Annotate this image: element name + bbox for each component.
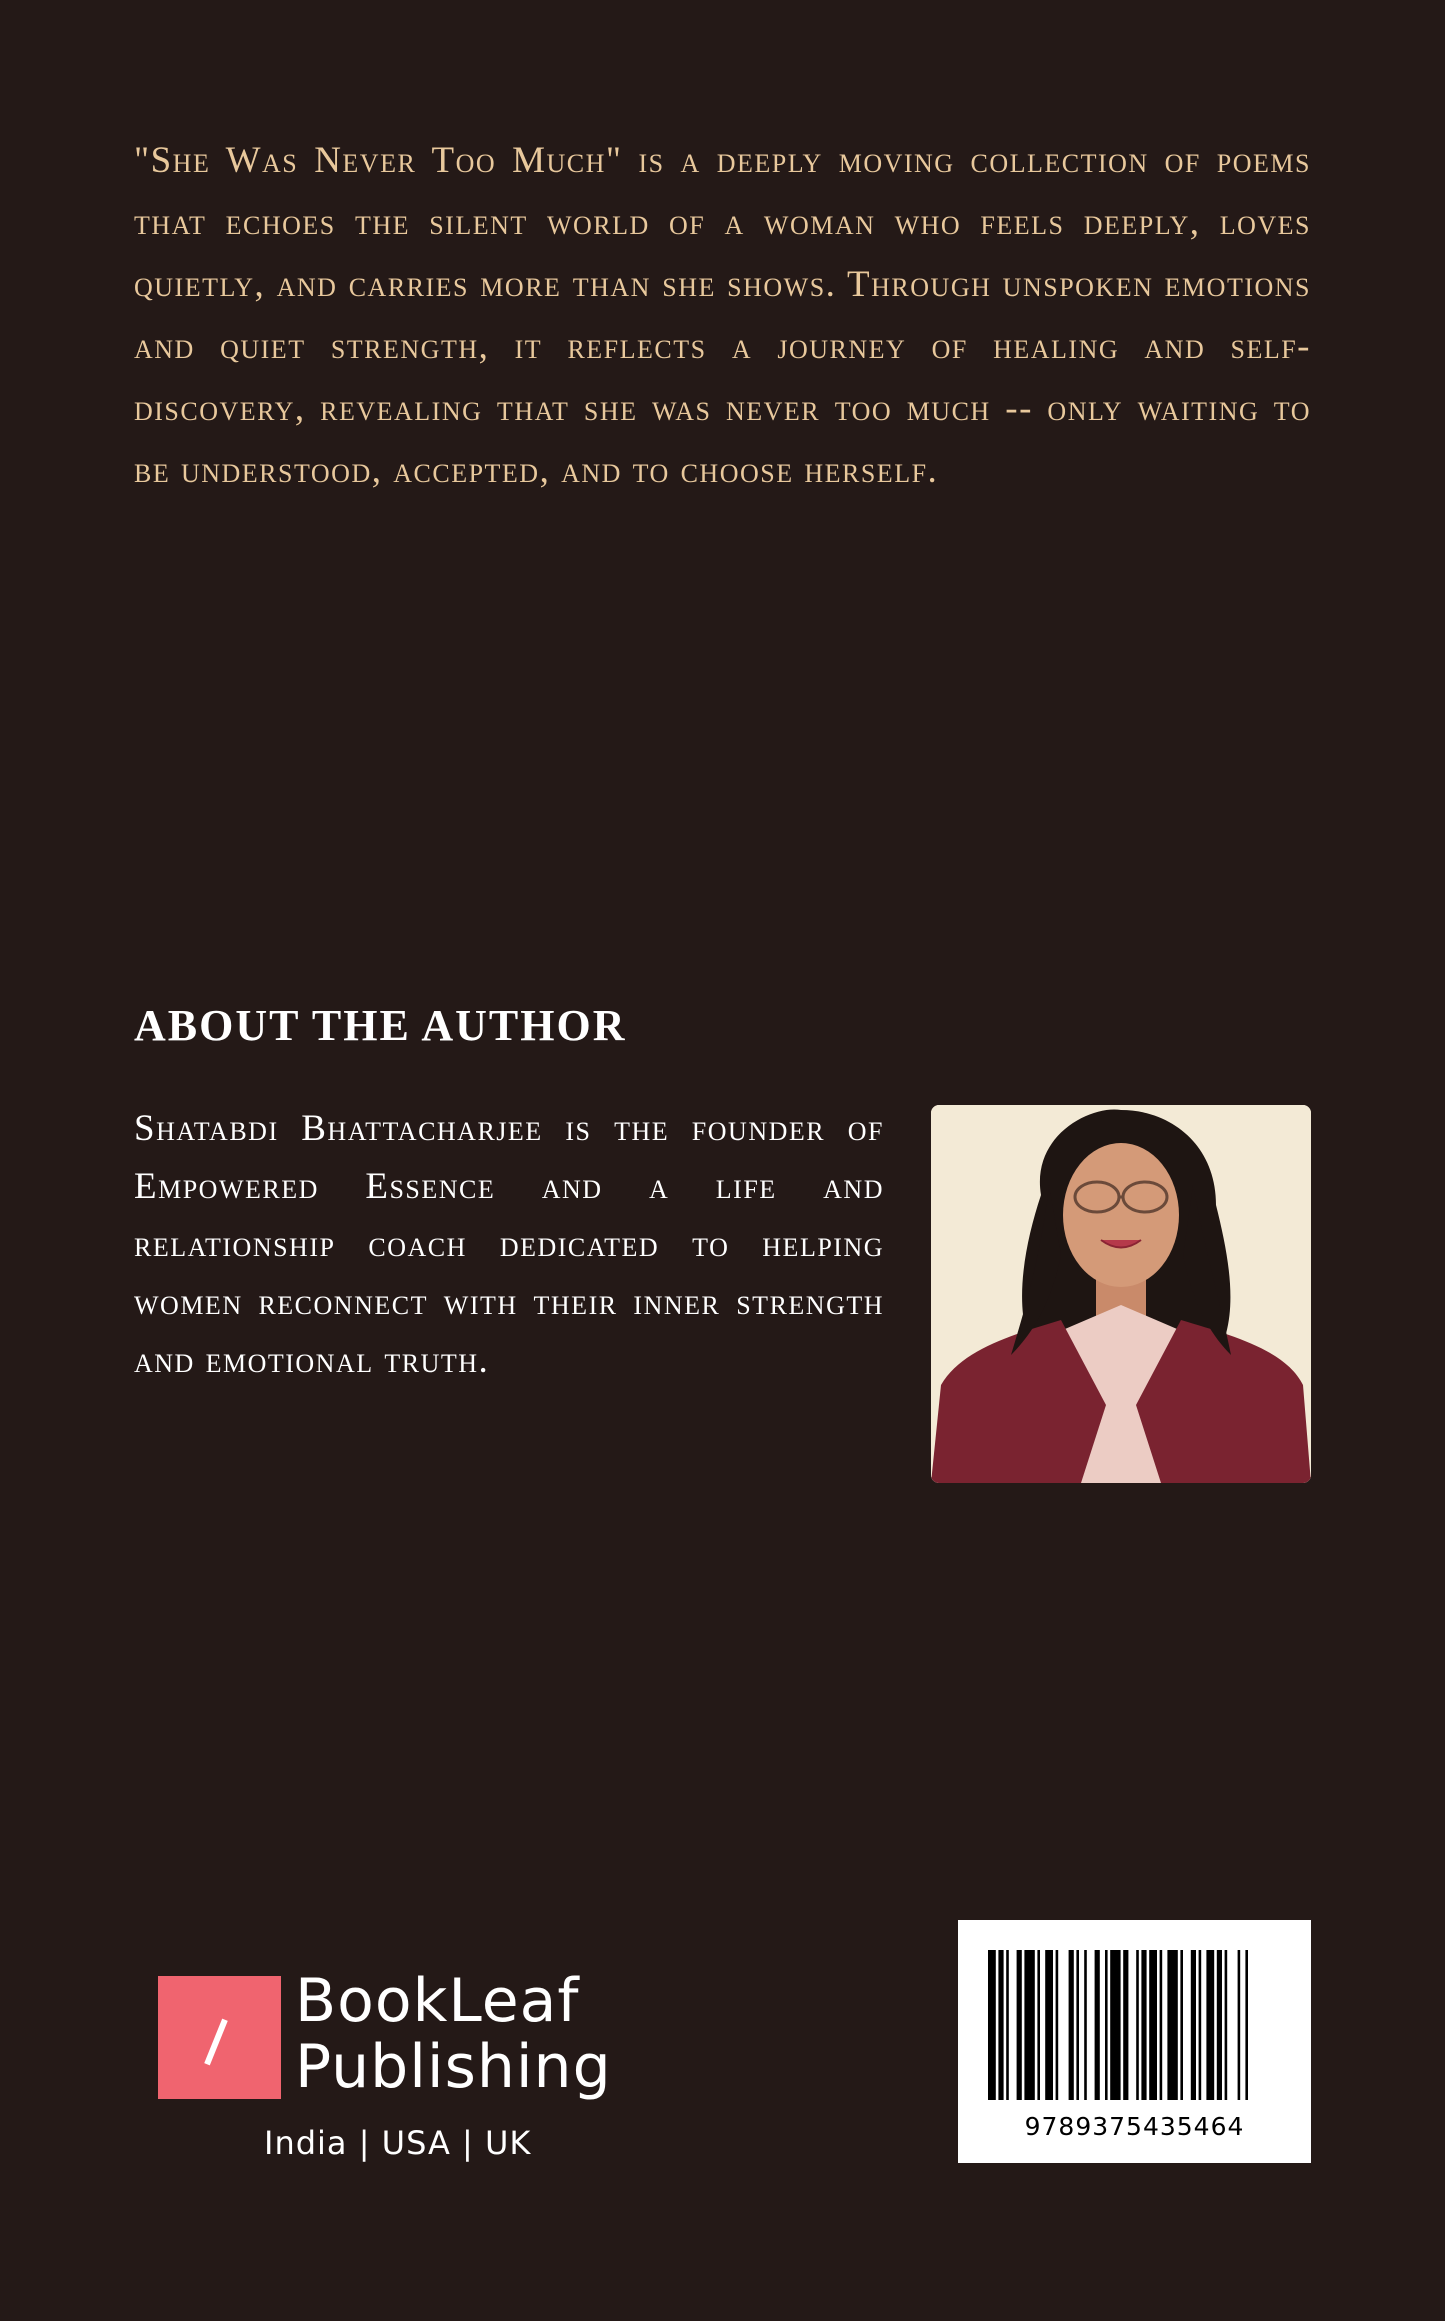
slash-icon xyxy=(204,2019,228,2066)
barcode-bar xyxy=(1095,1950,1100,2100)
publisher-name-line2: Publishing xyxy=(295,2032,612,2102)
author-photo xyxy=(931,1105,1311,1483)
publisher-logo-square xyxy=(158,1976,281,2099)
barcode-bar xyxy=(1199,1950,1202,2100)
barcode-bar xyxy=(1037,1950,1040,2100)
barcode-bar xyxy=(1056,1950,1059,2100)
publisher-regions: India | USA | UK xyxy=(264,2124,532,2162)
barcode-bar xyxy=(1123,1950,1128,2100)
barcode-bar xyxy=(998,1950,1003,2100)
barcode-bar xyxy=(1006,1950,1009,2100)
barcode-bar xyxy=(1245,1950,1248,2100)
barcode-bar xyxy=(1045,1950,1053,2100)
about-author-text: Shatabdi Bhattacharjee is the founder of Empowered Essence and a life and relationship coach dedicated to helping women reconnect with their inner strength and emotional truth. xyxy=(134,1108,884,1381)
barcode-bar xyxy=(1217,1950,1222,2100)
barcode-bar xyxy=(1084,1950,1087,2100)
barcode-bar xyxy=(988,1950,996,2100)
barcode-bar xyxy=(1238,1950,1241,2100)
isbn-barcode xyxy=(958,1920,1311,2163)
publisher-name-line1: BookLeaf xyxy=(295,1966,580,2036)
barcode-bar xyxy=(1105,1950,1108,2100)
barcode-bar xyxy=(1225,1950,1228,2100)
barcode-bar xyxy=(1069,1950,1074,2100)
barcode-bar xyxy=(1024,1950,1034,2100)
book-blurb: "She Was Never Too Much" is a deeply moving collection of poems that echoes the silent world of a woman who feels deeply, loves quietly, and carries more than she shows. Through unspoken emotions and quiet strength, it reflects a journey of healing and self-discovery, revealing that she was never too much -- only waiting to be understood, accepted, and to choose herself. xyxy=(134,140,1311,491)
barcode-bar xyxy=(1167,1950,1177,2100)
isbn-number: 9789375435464 xyxy=(1024,2112,1245,2141)
barcode-bars xyxy=(988,1950,1281,2100)
barcode-bar xyxy=(1136,1950,1139,2100)
barcode-bar xyxy=(1110,1950,1120,2100)
barcode-bar xyxy=(1191,1950,1196,2100)
barcode-bar xyxy=(1180,1950,1183,2100)
publisher-logo xyxy=(158,1966,618,2174)
barcode-bar xyxy=(1141,1950,1146,2100)
barcode-bar xyxy=(1076,1950,1079,2100)
barcode-bar xyxy=(1206,1950,1214,2100)
barcode-bar xyxy=(1160,1950,1163,2100)
about-author-heading: ABOUT THE AUTHOR xyxy=(134,1001,627,1050)
barcode-bar xyxy=(1017,1950,1022,2100)
barcode-bar xyxy=(1149,1950,1157,2100)
